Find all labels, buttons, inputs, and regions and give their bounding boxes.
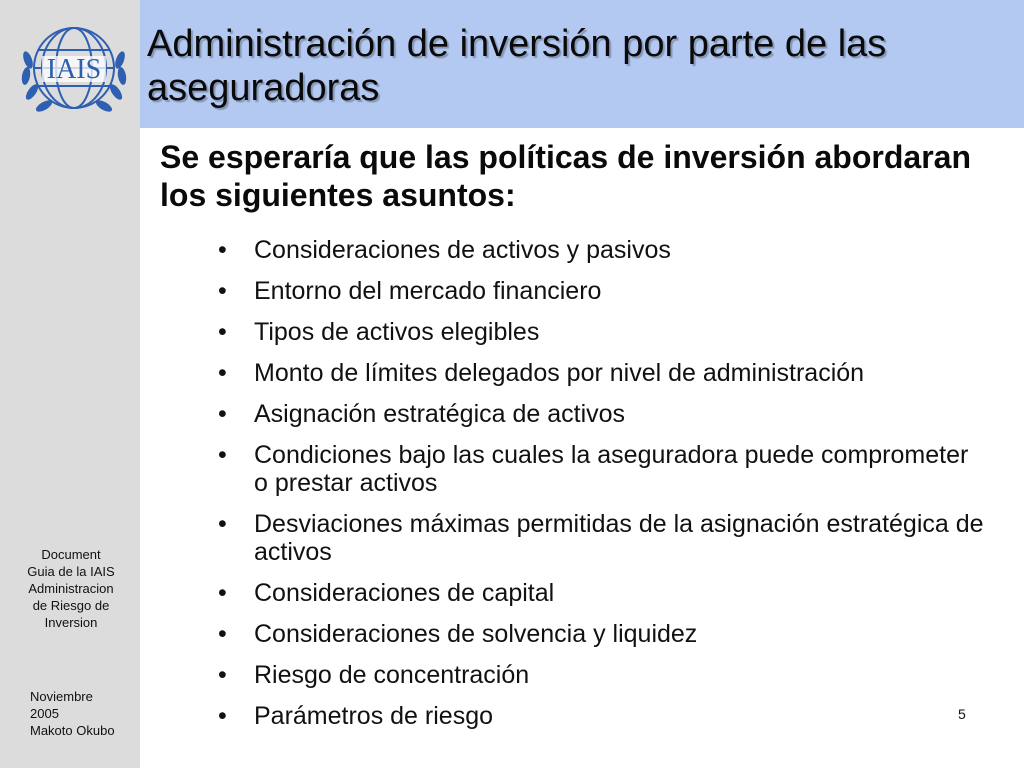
iais-logo: [14, 10, 134, 130]
bullet-text: Consideraciones de activos y pasivos: [254, 236, 671, 264]
sidebar-doc-line: Inversion: [44, 615, 98, 630]
bullet-icon: •: [218, 400, 227, 428]
bullet-item: [214, 359, 984, 387]
bullet-text: Tipos de activos elegibles: [254, 318, 540, 346]
bullet-text: Consideraciones de capital: [254, 579, 555, 607]
bullet-item: [214, 441, 984, 497]
slide-title: Administración de inversión por parte de las aseguradoras: [147, 23, 887, 109]
bullet-icon: •: [218, 236, 227, 264]
bullet-icon: •: [218, 510, 227, 538]
bullet-text: Consideraciones de solvencia y liquidez: [254, 620, 698, 648]
bullet-list: [214, 236, 984, 743]
bullet-text: Condiciones bajo las cuales la aseguradora puede comprometer o prestar activos: [254, 441, 969, 497]
bullet-text: Riesgo de concentración: [254, 661, 530, 689]
page-number: 5: [958, 706, 966, 722]
bullet-item: [214, 510, 984, 566]
sidebar-doc-line: de Riesgo de: [32, 598, 110, 613]
bullet-item: [214, 661, 984, 689]
bullet-icon: •: [218, 579, 227, 607]
bullet-item: [214, 277, 984, 305]
logo-text: IAIS: [46, 54, 102, 85]
slide-subtitle: Se esperaría que las políticas de inversión abordaran los siguientes asuntos:: [160, 139, 971, 213]
bullet-text: Parámetros de riesgo: [254, 702, 494, 730]
bullet-item: [214, 400, 984, 428]
sidebar-date-author: [30, 688, 138, 739]
bullet-text: Monto de límites delegados por nivel de administración: [254, 359, 865, 387]
bullet-item: [214, 620, 984, 648]
bullet-text: Entorno del mercado financiero: [254, 277, 602, 305]
bullet-item: [214, 236, 984, 264]
bullet-text: Desviaciones máximas permitidas de la asignación estratégica de activos: [254, 510, 984, 566]
bullet-icon: •: [218, 277, 227, 305]
sidebar-doc-line: Administracion: [28, 581, 114, 596]
sidebar-date-line: Noviembre: [30, 689, 93, 704]
bullet-text: Asignación estratégica de activos: [254, 400, 626, 428]
bullet-icon: •: [218, 661, 227, 689]
bullet-icon: •: [218, 441, 227, 469]
bullet-icon: •: [218, 359, 227, 387]
sidebar-date-line: 2005: [30, 706, 59, 721]
bullet-item: [214, 318, 984, 346]
bullet-icon: •: [218, 702, 227, 730]
iais-globe-laurel-icon: [14, 10, 134, 130]
sidebar-document-note: [14, 546, 128, 631]
bullet-icon: •: [218, 318, 227, 346]
sidebar-doc-line: Document: [41, 547, 101, 562]
sidebar-doc-line: Guia de la IAIS: [27, 564, 115, 579]
sidebar-author-line: Makoto Okubo: [30, 723, 115, 738]
bullet-item: [214, 702, 984, 730]
bullet-item: [214, 579, 984, 607]
bullet-icon: •: [218, 620, 227, 648]
